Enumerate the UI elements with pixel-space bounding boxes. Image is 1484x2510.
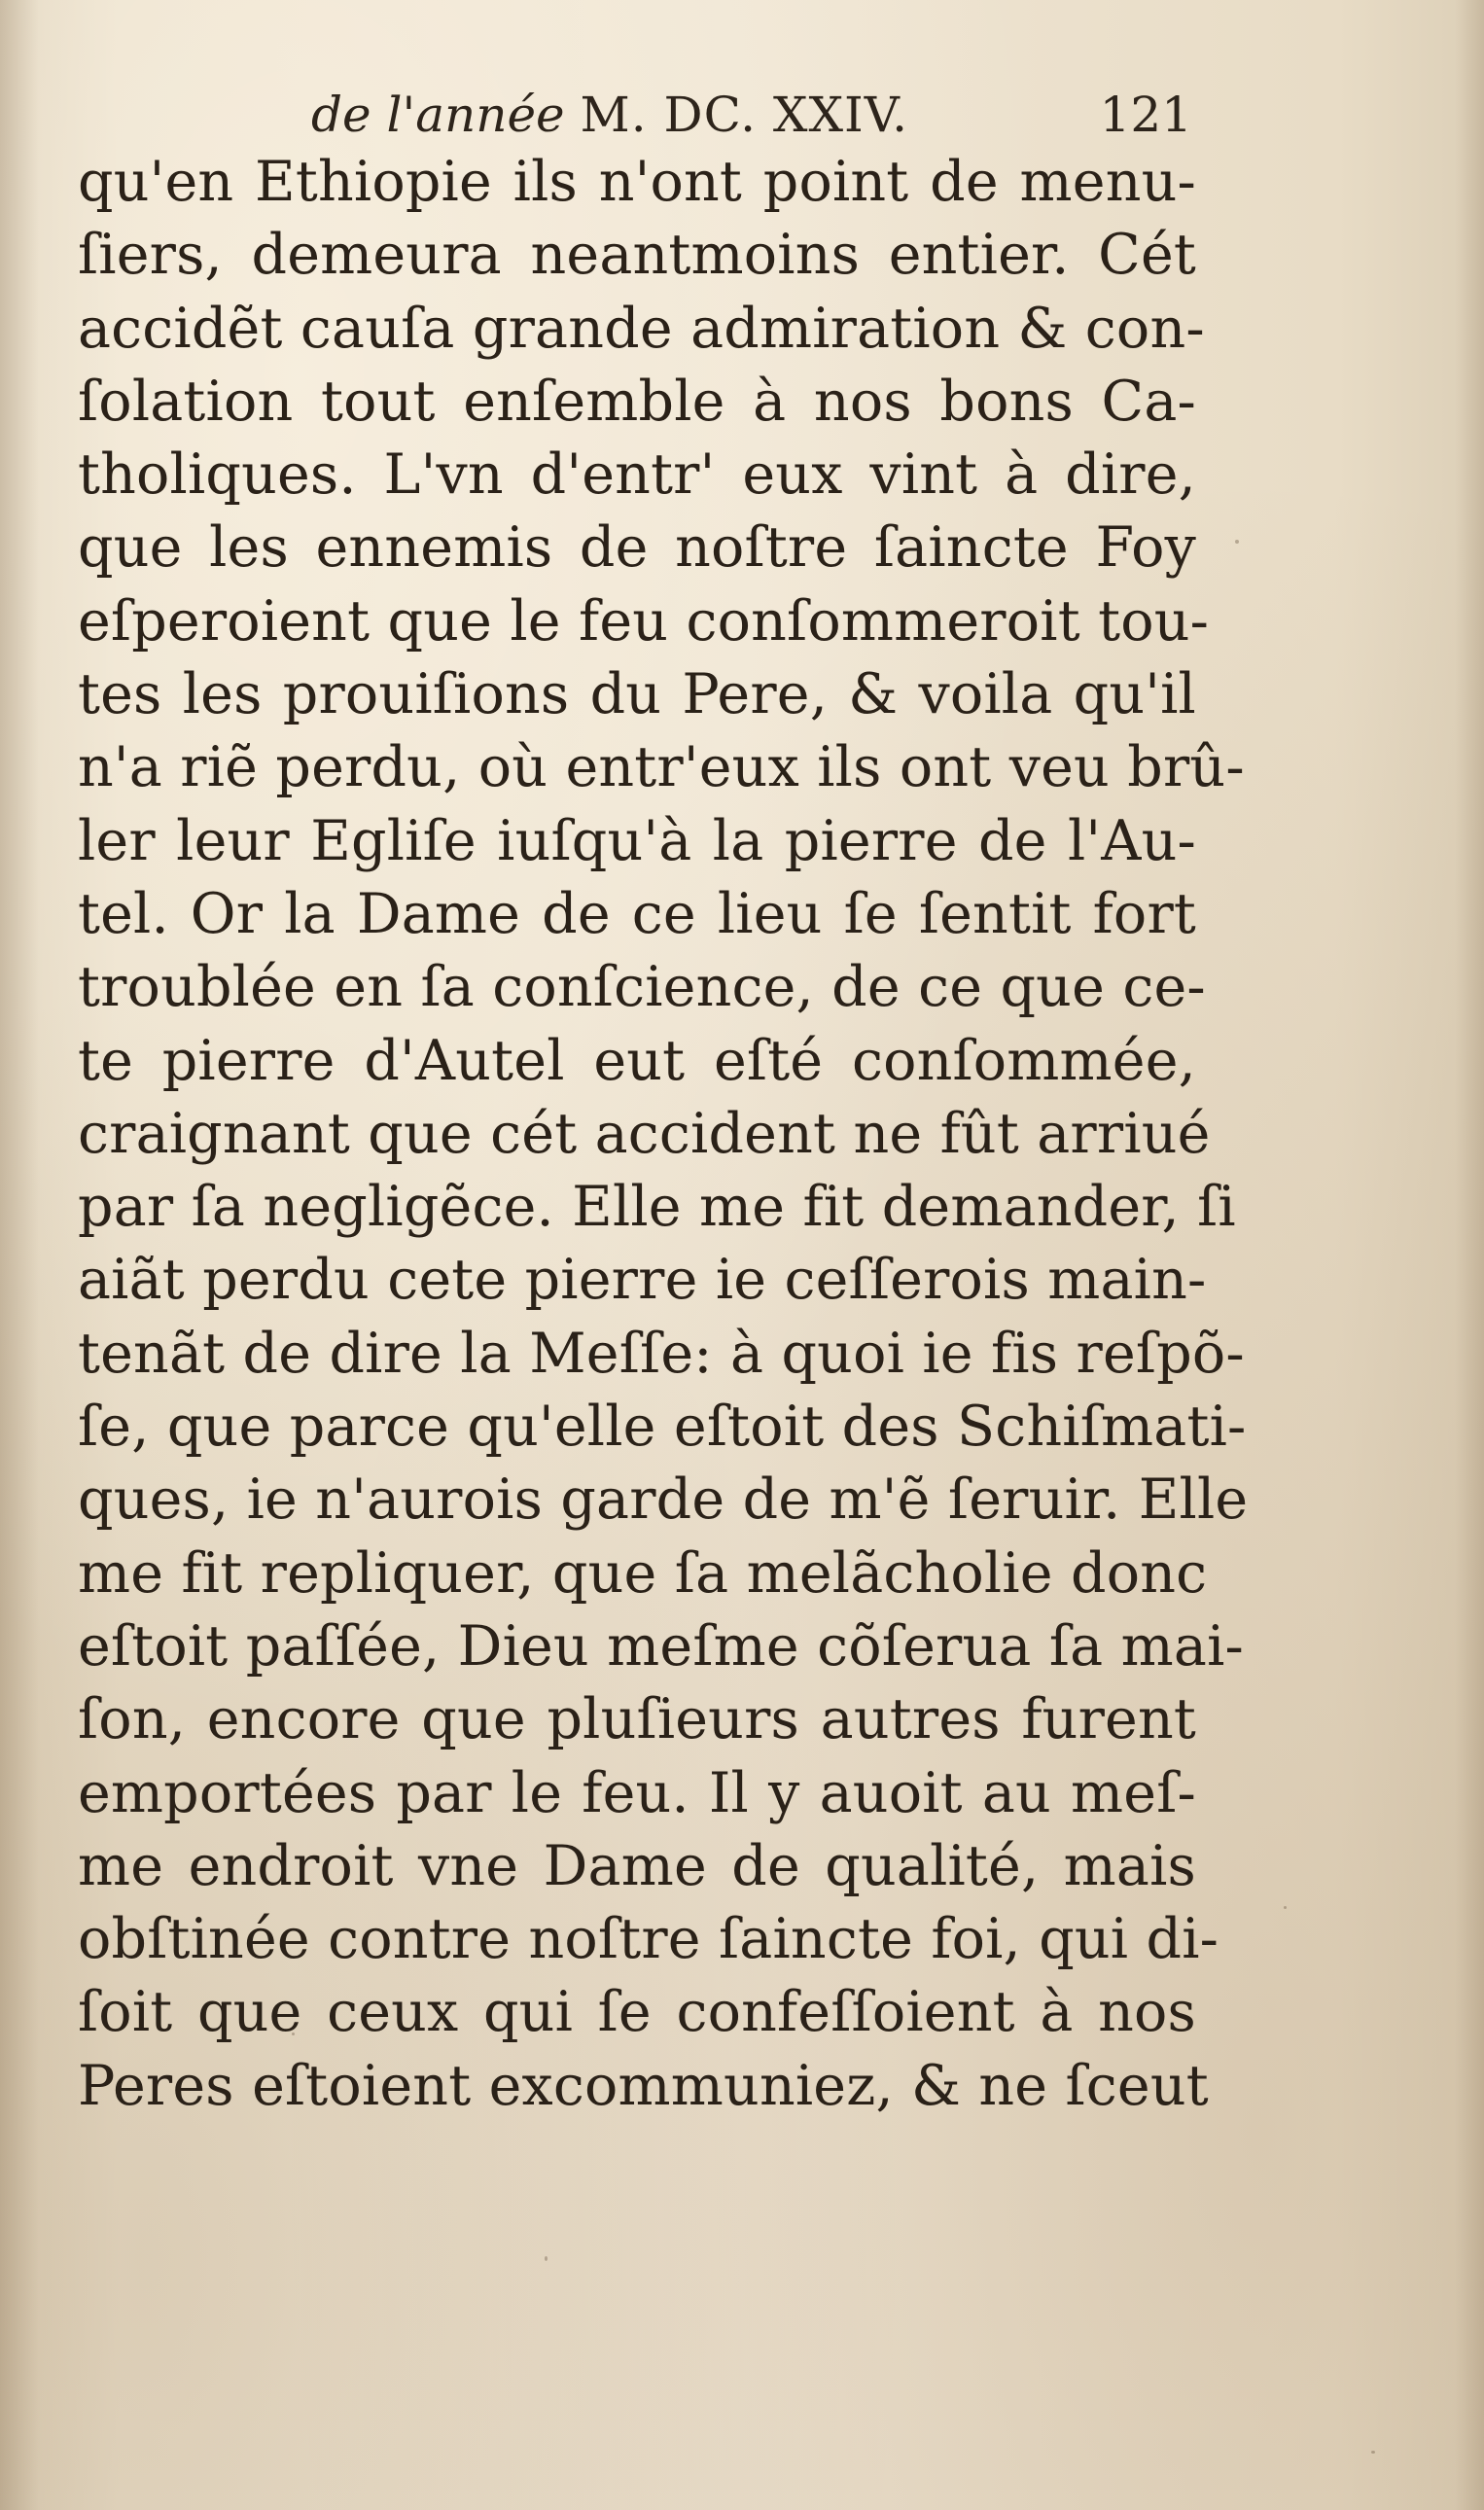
- gutter-shadow: [0, 0, 39, 2510]
- text-line: n'a riẽ perdu, où entr'eux ils ont veu brû-: [78, 735, 1245, 800]
- text-line: par ſa negligẽce. Elle me fit demander, ſi: [78, 1175, 1236, 1240]
- text-line: me fit repliquer, que ſa melãcholie donc: [78, 1540, 1208, 1606]
- edge-shadow: [1455, 0, 1484, 2510]
- running-head-date: M. DC. XXIV.: [580, 87, 909, 143]
- text-line: tes les prouiſions du Pere, & voila qu'il: [78, 662, 1196, 727]
- text-line: ler leur Egliſe iuſqu'à la pierre de l'Au-: [78, 808, 1196, 873]
- text-line: tenãt de dire la Meſſe: à quoi ie fis reſpõ-: [78, 1321, 1245, 1386]
- text-line: ſe, que parce qu'elle eſtoit des Schiſmati-: [78, 1395, 1247, 1460]
- text-line: qu'en Ethiopie ils n'ont point de menu-: [78, 150, 1196, 214]
- text-line: emportées par le feu. Il y auoit au meſ-: [78, 1760, 1196, 1825]
- text-line: tholiques. L'vn d'entr' eux vint à dire,: [78, 442, 1196, 508]
- text-line: ſoit que ceux qui ſe confeſſoient à nos: [78, 1980, 1196, 2045]
- paper-speck: [1235, 540, 1239, 544]
- text-line: tel. Or la Dame de ce lieu ſe ſentit fort: [78, 881, 1196, 946]
- text-line: aiãt perdu cete pierre ie ceſſerois main-: [78, 1248, 1207, 1313]
- page-number: 121: [1099, 87, 1192, 143]
- text-line: que les ennemis de noſtre ſaincte Foy: [78, 515, 1196, 581]
- text-line: obſtinée contre noſtre ſaincte foi, qui di-: [78, 1907, 1219, 1972]
- running-head: [311, 76, 1186, 154]
- paper-speck: [1284, 1906, 1287, 1909]
- running-head-title: de l'année: [311, 87, 565, 143]
- text-line: ques, ie n'aurois garde de m'ẽ ſeruir. Elle: [78, 1467, 1249, 1533]
- paper-speck: [1371, 2451, 1375, 2454]
- text-line: te pierre d'Autel eut eſté conſommée,: [78, 1028, 1196, 1093]
- text-line: accidẽt cauſa grande admiration & con-: [78, 296, 1205, 361]
- text-line: craignant que cét accident ne fût arriué: [78, 1101, 1211, 1166]
- paper-speck: [545, 2256, 548, 2261]
- text-line: eſperoient que le feu conſommeroit tou-: [78, 588, 1210, 654]
- paper-speck: [292, 2033, 295, 2035]
- text-line: ſiers, demeura neantmoins entier. Cét: [78, 223, 1196, 288]
- text-line: ſolation tout enſemble à nos bons Ca-: [78, 369, 1196, 434]
- text-line: troublée en ſa conſcience, de ce que ce-: [78, 955, 1206, 1020]
- body-text: [78, 146, 1249, 2123]
- text-line: eſtoit paſſée, Dieu meſme cõſerua ſa mai-: [78, 1613, 1244, 1679]
- text-line: Peres eſtoient excommuniez, & ne ſceut: [78, 2053, 1209, 2118]
- text-line: me endroit vne Dame de qualité, mais: [78, 1833, 1196, 1898]
- text-line: ſon, encore que pluſieurs autres furent: [78, 1687, 1196, 1752]
